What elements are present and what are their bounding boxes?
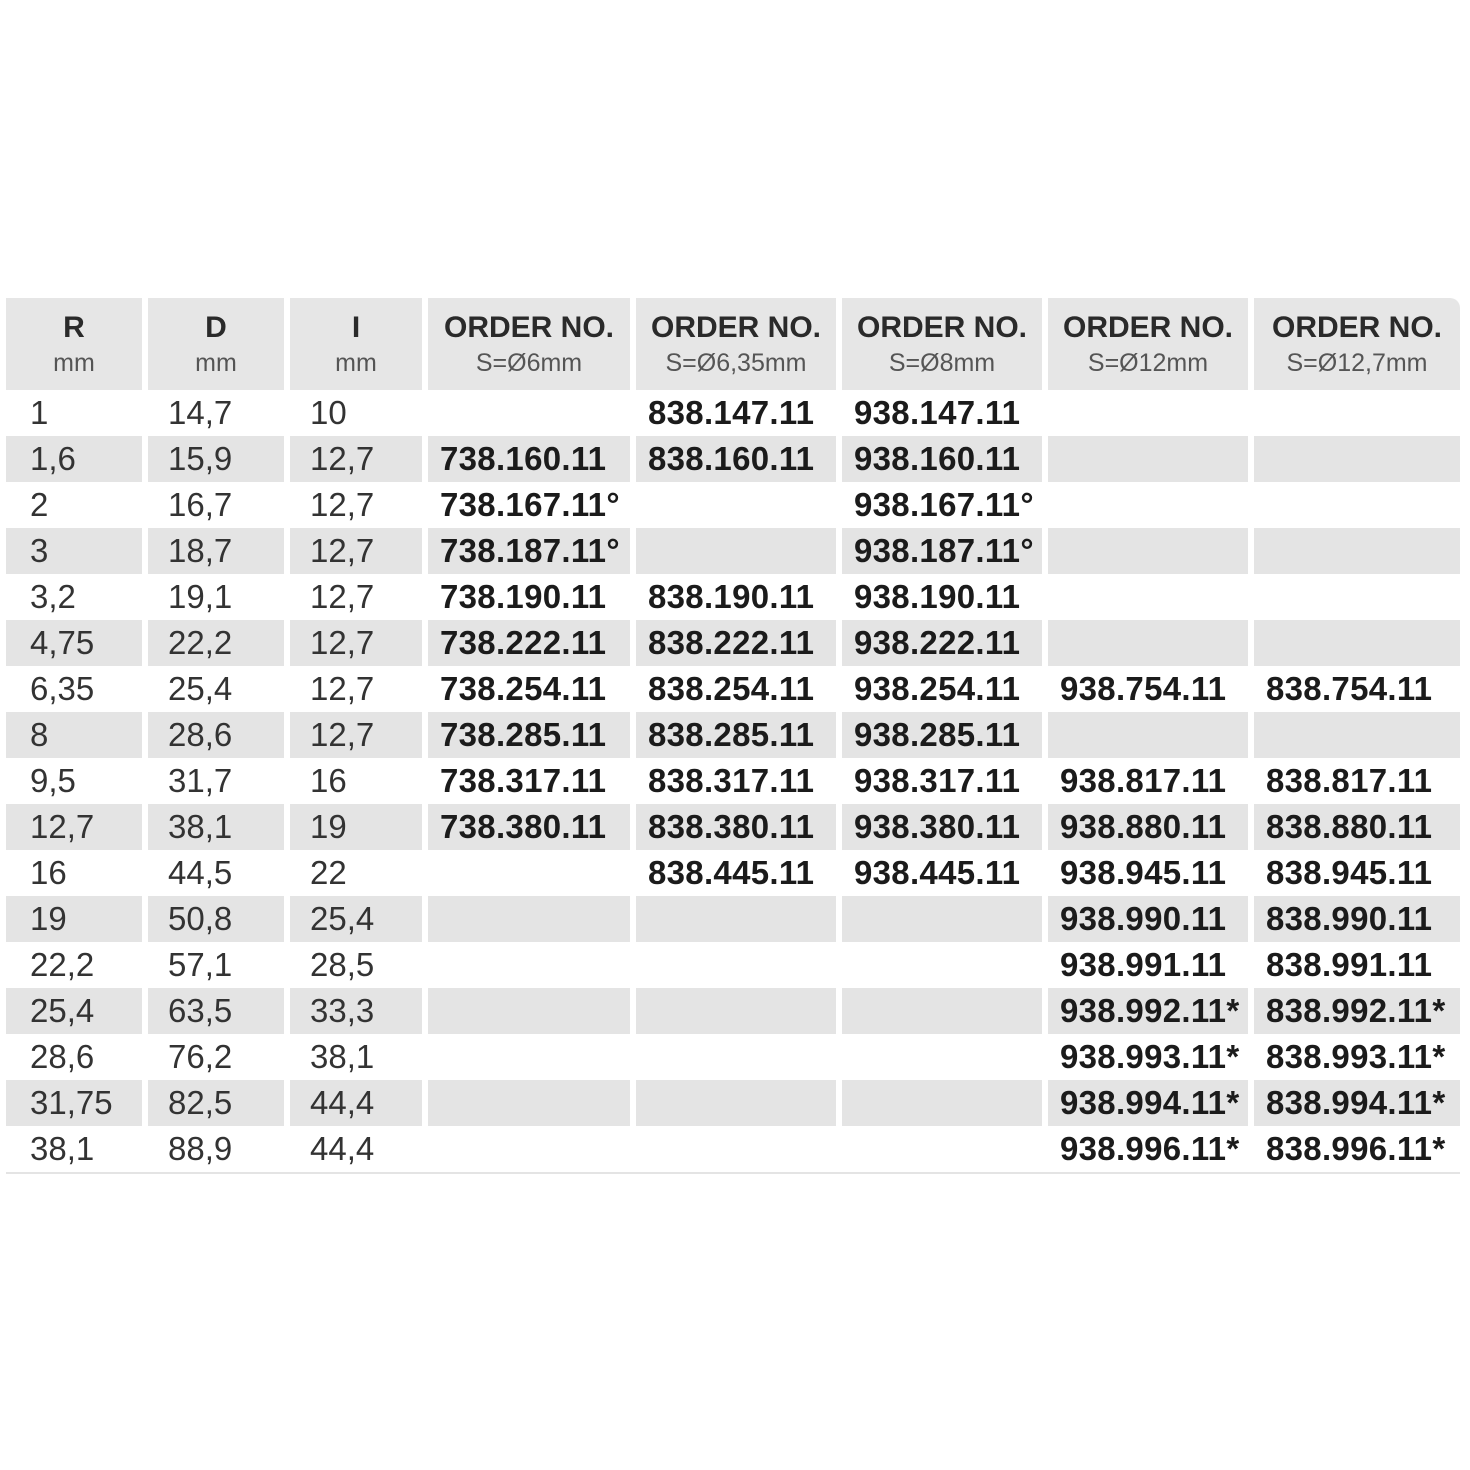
order-number-cell: 938.317.11 — [854, 762, 1021, 799]
column-header-unit: mm — [195, 349, 237, 377]
order-number-cell: 938.285.11 — [842, 712, 1042, 758]
table-row — [6, 574, 1460, 620]
order-number-cell: 738.380.11 — [428, 804, 630, 850]
order-number-cell — [842, 988, 1042, 1034]
column-header — [290, 298, 422, 390]
order-number-cell — [428, 1080, 630, 1126]
column-header-unit: S=Ø8mm — [888, 349, 996, 377]
order-number-cell: 838.445.11 — [648, 854, 815, 891]
column-header-title: ORDER NO. — [650, 311, 821, 344]
order-number-cell: 938.880.11 — [1048, 804, 1248, 850]
order-number-cell: 738.317.11 — [440, 762, 607, 799]
spec-table — [6, 298, 1460, 1174]
table-row — [6, 850, 1460, 896]
column-header-title: ORDER NO. — [443, 311, 614, 344]
order-number-cell — [842, 1034, 1042, 1080]
dimension-cell: 1,6 — [6, 436, 142, 482]
dimension-cell: 16,7 — [168, 486, 233, 523]
column-header-unit: mm — [53, 349, 95, 377]
order-number-cell — [1254, 620, 1460, 666]
order-number-cell: 738.254.11 — [440, 670, 607, 707]
dimension-cell: 2 — [30, 486, 49, 523]
dimension-cell: 4,75 — [6, 620, 142, 666]
order-number-cell: 838.994.11* — [1254, 1080, 1460, 1126]
order-number-cell — [842, 1126, 1042, 1172]
dimension-cell: 12,7 — [290, 712, 422, 758]
column-header-unit: S=Ø6mm — [475, 349, 583, 377]
order-number-cell — [1048, 390, 1248, 436]
dimension-cell: 3 — [6, 528, 142, 574]
order-number-cell: 838.993.11* — [1266, 1038, 1446, 1075]
order-number-cell: 738.187.11° — [428, 528, 630, 574]
dimension-cell: 22 — [310, 854, 347, 891]
table-row — [6, 528, 1460, 574]
order-number-cell: 938.167.11° — [854, 486, 1034, 523]
dimension-cell: 57,1 — [168, 946, 233, 983]
dimension-cell: 8 — [6, 712, 142, 758]
dimension-cell: 25,4 — [168, 670, 233, 707]
dimension-cell: 12,7 — [310, 486, 375, 523]
column-header-unit: S=Ø12,7mm — [1286, 349, 1428, 377]
order-number-cell: 838.254.11 — [648, 670, 815, 707]
dimension-cell: 12,7 — [290, 620, 422, 666]
table-row — [6, 436, 1460, 482]
column-header — [1048, 298, 1248, 390]
dimension-cell: 16 — [30, 854, 67, 891]
order-number-cell — [636, 1080, 836, 1126]
column-header — [842, 298, 1042, 390]
table-row — [6, 804, 1460, 850]
order-number-cell: 738.222.11 — [428, 620, 630, 666]
order-number-cell — [428, 942, 630, 988]
order-number-cell — [636, 1034, 836, 1080]
order-number-cell: 838.992.11* — [1254, 988, 1460, 1034]
order-number-cell — [1254, 482, 1460, 528]
order-number-cell: 738.285.11 — [428, 712, 630, 758]
column-header-title: ORDER NO. — [1062, 311, 1233, 344]
order-number-cell: 938.254.11 — [854, 670, 1021, 707]
dimension-cell: 10 — [310, 394, 347, 431]
order-number-cell: 738.167.11° — [440, 486, 620, 523]
order-number-cell — [1048, 482, 1248, 528]
table-row — [6, 988, 1460, 1034]
order-number-cell: 838.880.11 — [1254, 804, 1460, 850]
table-row — [6, 896, 1460, 942]
column-header-title: D — [205, 311, 227, 344]
table-row — [6, 758, 1460, 804]
column-header-title: I — [351, 311, 361, 344]
dimension-cell: 33,3 — [290, 988, 422, 1034]
order-number-cell: 938.991.11 — [1060, 946, 1227, 983]
order-number-cell — [842, 1080, 1042, 1126]
order-number-cell: 738.190.11 — [440, 578, 607, 615]
dimension-cell: 31,75 — [6, 1080, 142, 1126]
column-header — [1254, 298, 1460, 390]
order-number-cell: 938.380.11 — [842, 804, 1042, 850]
order-number-cell — [1048, 620, 1248, 666]
table-row — [6, 666, 1460, 712]
dimension-cell: 25,4 — [6, 988, 142, 1034]
dimension-cell: 50,8 — [148, 896, 284, 942]
order-number-cell — [636, 942, 836, 988]
dimension-cell: 63,5 — [148, 988, 284, 1034]
dimension-cell: 15,9 — [148, 436, 284, 482]
dimension-cell: 76,2 — [168, 1038, 233, 1075]
order-number-cell: 738.160.11 — [428, 436, 630, 482]
column-header-title: ORDER NO. — [856, 311, 1027, 344]
dimension-cell: 6,35 — [30, 670, 95, 707]
order-number-cell: 838.190.11 — [648, 578, 815, 615]
dimension-cell: 12,7 — [290, 436, 422, 482]
order-number-cell — [1048, 528, 1248, 574]
table-row — [6, 942, 1460, 988]
order-number-cell: 938.160.11 — [842, 436, 1042, 482]
column-header — [428, 298, 630, 390]
order-number-cell — [1048, 574, 1248, 620]
order-number-cell: 938.190.11 — [854, 578, 1021, 615]
order-number-cell: 838.160.11 — [636, 436, 836, 482]
column-header-unit: mm — [335, 349, 377, 377]
dimension-cell: 16 — [310, 762, 347, 799]
dimension-cell: 44,5 — [168, 854, 233, 891]
dimension-cell: 3,2 — [30, 578, 76, 615]
dimension-cell: 44,4 — [290, 1080, 422, 1126]
dimension-cell: 12,7 — [310, 670, 375, 707]
table-row — [6, 390, 1460, 436]
order-number-cell — [428, 896, 630, 942]
order-number-cell — [636, 528, 836, 574]
order-number-cell: 838.147.11 — [648, 394, 815, 431]
order-number-cell — [428, 850, 630, 896]
dimension-cell: 12,7 — [310, 578, 375, 615]
order-number-cell — [636, 1126, 836, 1172]
order-number-cell — [1254, 574, 1460, 620]
dimension-cell: 22,2 — [148, 620, 284, 666]
column-header — [148, 298, 284, 390]
table-row — [6, 1126, 1460, 1172]
order-number-cell — [842, 896, 1042, 942]
order-number-cell: 938.945.11 — [1060, 854, 1227, 891]
dimension-cell: 28,6 — [30, 1038, 95, 1075]
order-number-cell: 938.445.11 — [854, 854, 1021, 891]
table-row — [6, 1080, 1460, 1126]
dimension-cell: 28,6 — [148, 712, 284, 758]
table-body — [6, 390, 1460, 1172]
bottom-rule — [6, 1172, 1460, 1174]
order-number-cell — [428, 988, 630, 1034]
dimension-cell: 28,5 — [310, 946, 375, 983]
dimension-cell: 25,4 — [290, 896, 422, 942]
table-row — [6, 712, 1460, 758]
order-number-cell: 938.992.11* — [1048, 988, 1248, 1034]
order-number-cell: 938.817.11 — [1060, 762, 1227, 799]
order-number-cell: 838.945.11 — [1266, 854, 1433, 891]
dimension-cell: 18,7 — [148, 528, 284, 574]
order-number-cell: 938.993.11* — [1060, 1038, 1240, 1075]
order-number-cell — [1254, 712, 1460, 758]
column-header — [636, 298, 836, 390]
order-number-cell — [428, 1034, 630, 1080]
order-number-cell: 938.994.11* — [1048, 1080, 1248, 1126]
order-number-cell: 838.285.11 — [636, 712, 836, 758]
table-row — [6, 482, 1460, 528]
order-number-cell — [636, 482, 836, 528]
table-row — [6, 620, 1460, 666]
table-header-row — [6, 298, 1460, 390]
dimension-cell: 19 — [290, 804, 422, 850]
column-header-unit: S=Ø12mm — [1087, 349, 1209, 377]
order-number-cell: 938.187.11° — [842, 528, 1042, 574]
order-number-cell — [1048, 712, 1248, 758]
dimension-cell: 22,2 — [30, 946, 95, 983]
table-row — [6, 1034, 1460, 1080]
order-number-cell: 938.754.11 — [1060, 670, 1227, 707]
column-header-unit: S=Ø6,35mm — [665, 349, 807, 377]
dimension-cell: 88,9 — [168, 1130, 233, 1167]
dimension-cell: 19 — [6, 896, 142, 942]
order-number-cell — [428, 1126, 630, 1172]
dimension-cell: 19,1 — [168, 578, 233, 615]
order-number-cell: 838.317.11 — [648, 762, 815, 799]
order-number-cell: 938.222.11 — [842, 620, 1042, 666]
order-number-cell: 938.147.11 — [854, 394, 1021, 431]
order-number-cell — [1254, 436, 1460, 482]
dimension-cell: 1 — [30, 394, 49, 431]
dimension-cell: 38,1 — [148, 804, 284, 850]
order-number-cell: 838.990.11 — [1254, 896, 1460, 942]
dimension-cell: 44,4 — [310, 1130, 375, 1167]
dimension-cell: 9,5 — [30, 762, 76, 799]
order-number-cell — [1048, 436, 1248, 482]
order-number-cell — [636, 988, 836, 1034]
order-number-cell — [636, 896, 836, 942]
order-number-cell: 838.817.11 — [1266, 762, 1433, 799]
dimension-cell: 14,7 — [168, 394, 233, 431]
order-number-cell: 838.380.11 — [636, 804, 836, 850]
order-number-cell — [1254, 528, 1460, 574]
dimension-cell: 12,7 — [6, 804, 142, 850]
dimension-cell: 31,7 — [168, 762, 233, 799]
order-number-cell — [1254, 390, 1460, 436]
order-number-cell: 838.991.11 — [1266, 946, 1433, 983]
dimension-cell: 12,7 — [290, 528, 422, 574]
order-number-cell: 838.222.11 — [636, 620, 836, 666]
column-header-title: ORDER NO. — [1271, 311, 1442, 344]
order-number-cell: 838.996.11* — [1266, 1130, 1446, 1167]
dimension-cell: 82,5 — [148, 1080, 284, 1126]
column-header — [6, 298, 142, 390]
dimension-cell: 38,1 — [310, 1038, 375, 1075]
order-number-cell — [428, 390, 630, 436]
order-number-cell: 938.990.11 — [1048, 896, 1248, 942]
column-header-title: R — [63, 311, 85, 344]
dimension-cell: 38,1 — [30, 1130, 95, 1167]
order-number-cell: 938.996.11* — [1060, 1130, 1240, 1167]
order-number-cell — [842, 942, 1042, 988]
order-number-cell: 838.754.11 — [1266, 670, 1433, 707]
